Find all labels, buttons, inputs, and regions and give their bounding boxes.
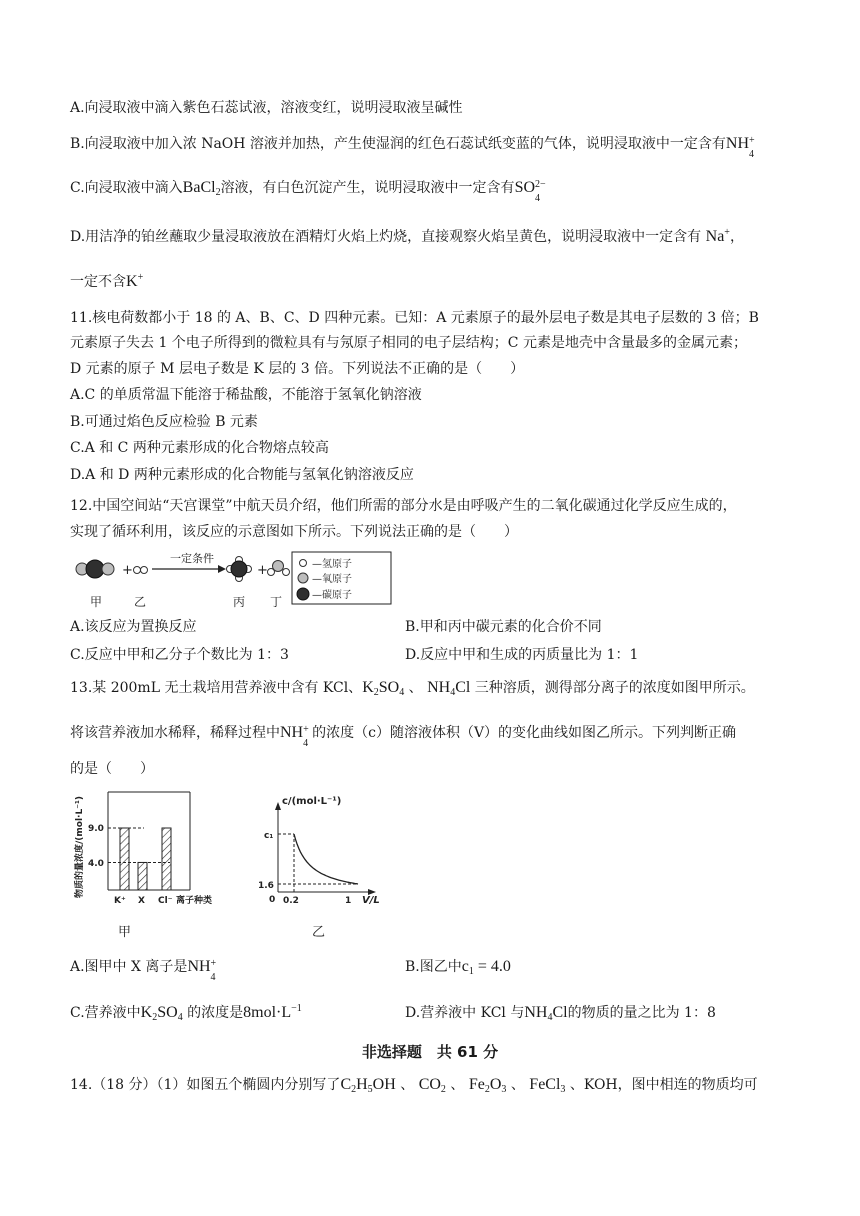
q12-option-c: C.反应中甲和乙分子个数比为 1：3 xyxy=(70,647,289,663)
yi-xtick-1: 1 xyxy=(345,896,352,906)
q11-option-a: A.C 的单质常温下能溶于稀盐酸，不能溶于氢氧化钠溶液 xyxy=(70,387,422,403)
label-bing: 丙 xyxy=(233,595,246,609)
molecule-bing xyxy=(227,557,252,582)
jia-ytick-9: 9.0 xyxy=(88,824,104,834)
yi-xlabel: V/L xyxy=(362,895,380,906)
molecule-yi xyxy=(134,567,148,574)
q10-option-d-cont: 一定不含K+ xyxy=(70,272,144,290)
jia-xlabel: 离子种类 xyxy=(176,896,213,906)
q10-option-a: A.向浸取液中滴入紫色石蕊试液，溶液变红，说明浸取液呈碱性 xyxy=(70,100,463,116)
yi-xtick-0: 0 xyxy=(269,895,276,905)
q12-option-d: D.反应中甲和生成的丙质量比为 1：1 xyxy=(405,647,639,663)
yi-ytick-c1: c₁ xyxy=(264,831,274,841)
oxygen-atom-icon xyxy=(298,573,308,583)
label-jia: 甲 xyxy=(90,595,103,609)
jia-xcat-k: K⁺ xyxy=(114,896,126,906)
reaction-condition: 一定条件 xyxy=(170,552,214,565)
yi-caption: 乙 xyxy=(312,925,326,940)
legend-hydrogen: —氢原子 xyxy=(312,559,352,570)
bar-0 xyxy=(120,828,129,890)
carbon-atom-icon xyxy=(297,588,309,600)
q13-stem-2: 将该营养液加水稀释，稀释过程中NH + 4 的浓度（c）随溶液体积（V）的变化曲线如图乙所示。下列判断正确 xyxy=(70,724,737,750)
label-ding: 丁 xyxy=(270,595,283,609)
legend-carbon: —碳原子 xyxy=(312,590,352,601)
legend-oxygen: —氧原子 xyxy=(312,574,352,585)
q13-option-a: A.图甲中 X 离子是NH + 4 xyxy=(70,958,217,984)
label-yi: 乙 xyxy=(134,595,147,609)
yi-ylabel: c/(mol·L⁻¹) xyxy=(282,796,342,807)
yi-ytick-1-6: 1.6 xyxy=(258,881,274,891)
q13-option-d: D.营养液中 KCl 与$NH_4Cl$的物质的量之比为 1：8 xyxy=(405,1004,716,1023)
q11-option-b: B.可通过焰色反应检验 B 元素 xyxy=(70,414,258,430)
molecule-ding xyxy=(268,561,290,576)
jia-ylabel: 物质的量浓度/(mol·L⁻¹) xyxy=(75,795,85,898)
q11-stem-1: 11.核电荷数都小于 18 的 A、B、C、D 四种元素。已知：A 元素原子的最外层电子数是其电子层数的 3 倍；B xyxy=(70,310,759,326)
svg-text:+: + xyxy=(122,563,133,578)
q13-figure-jia xyxy=(70,788,240,940)
q12-option-a: A.该反应为置换反应 xyxy=(70,619,197,635)
q12-stem-2: 实现了循环利用，该反应的示意图如下所示。下列说法正确的是（ ） xyxy=(70,524,518,540)
hydrogen-atom-icon xyxy=(300,560,307,567)
section-heading: 非选择题 共 61 分 xyxy=(361,1043,499,1061)
jia-xcat-cl: Cl⁻ xyxy=(158,896,173,906)
q10-option-d: D.用洁净的铂丝蘸取少量浸取液放在酒精灯火焰上灼烧，直接观察火焰呈黄色，说明浸取液中一定含有 Na+， xyxy=(70,227,744,245)
q13-stem-3: 的是（ ） xyxy=(70,761,154,777)
q13-option-b: B.图乙中$c_1 = 4.0$ xyxy=(405,958,511,977)
q11-stem-2: 元素原子失去 1 个电子所得到的微粒具有与氖原子相同的电子层结构；C 元素是地壳中含量最多的金属元素； xyxy=(70,335,747,351)
q10-option-c: C.向浸取液中滴入BaCl$_2$溶液，有白色沉淀产生，说明浸取液中一定含有SO 2− 4 xyxy=(70,179,546,205)
q12-reaction-diagram xyxy=(70,550,400,612)
q11-option-c: C.A 和 C 两种元素形成的化合物熔点较高 xyxy=(70,440,329,456)
jia-ytick-4: 4.0 xyxy=(88,859,104,869)
q13-stem-1: 13.某 200mL 无土栽培用营养液中含有 KCl、$K_2SO_4$ 、 $NH_4Cl$ 三种溶质，测得部分离子的浓度如图甲所示。 xyxy=(70,679,755,698)
q11-option-d: D.A 和 D 两种元素形成的化合物能与氢氧化钠溶液反应 xyxy=(70,467,414,483)
q12-option-b: B.甲和丙中碳元素的化合价不同 xyxy=(405,619,602,635)
q13-figure-yi xyxy=(252,792,402,940)
bar-1 xyxy=(138,862,147,890)
jia-xcat-x: X xyxy=(138,896,145,906)
q12-stem-1: 12.中国空间站“天宫课堂”中航天员介绍，他们所需的部分水是由呼吸产生的二氧化碳通过化学反应生成的， xyxy=(70,498,737,514)
yi-xtick-0-2: 0.2 xyxy=(283,896,299,906)
molecule-jia xyxy=(76,560,114,578)
q11-stem-3: D 元素的原子 M 层电子数是 K 层的 3 倍。下列说法不正确的是（ ） xyxy=(70,361,525,377)
bar-2 xyxy=(162,828,171,890)
svg-text:+: + xyxy=(257,563,268,578)
yi-curve xyxy=(294,834,358,884)
q10-option-b: B.向浸取液中加入浓 NaOH 溶液并加热，产生使湿润的红色石蕊试纸变蓝的气体，说明浸取液中一定含有NH + 4 xyxy=(70,135,755,161)
jia-caption: 甲 xyxy=(118,925,132,940)
q14-stem: 14.（18 分）（1）如图五个椭圆内分别写了$C_2H_5OH$ 、 $CO_2$ 、 $Fe_2O_3$ 、 FeCl$_3$ 、KOH，图中相连的物质均可 xyxy=(70,1076,758,1095)
q13-option-c: C.营养液中$K_2SO_4$ 的浓度是$8mol\cdot L^{-1}$ xyxy=(70,1003,302,1023)
